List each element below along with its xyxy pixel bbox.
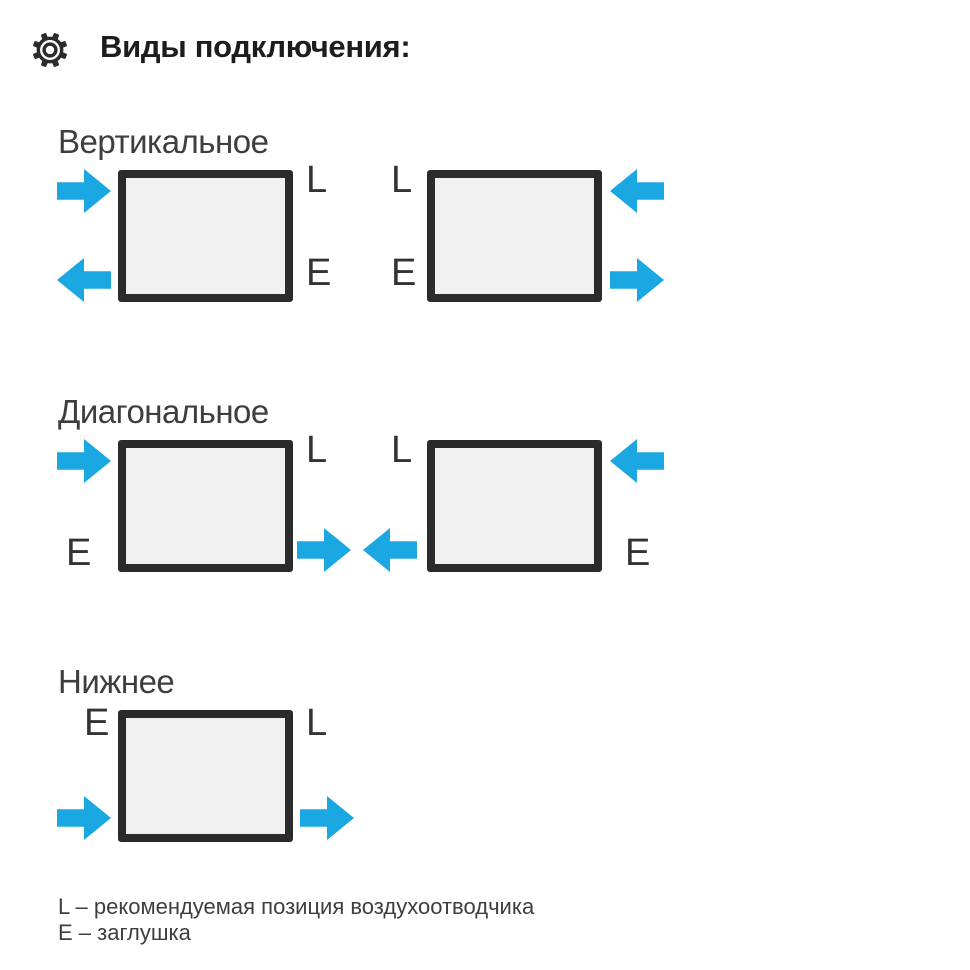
flow-out-arrow-left-icon xyxy=(57,258,111,302)
radiator-body xyxy=(118,440,293,572)
flow-out-arrow-right-icon xyxy=(610,258,664,302)
plug-label: E xyxy=(84,702,110,744)
vent-label: L xyxy=(306,159,328,201)
radiator-body xyxy=(427,170,602,302)
section-title: Вертикальное xyxy=(58,123,269,160)
flow-out-arrow-right-icon xyxy=(297,528,351,572)
vent-label: L xyxy=(306,429,328,471)
plug-label: E xyxy=(391,252,417,294)
radiator-body xyxy=(427,440,602,572)
flow-out-arrow-left-icon xyxy=(363,528,417,572)
section-title: Диагональное xyxy=(58,393,269,430)
legend-line-vent: L – рекомендуемая позиция воздухоотводчика xyxy=(58,894,535,919)
legend-line-plug: E – заглушка xyxy=(58,920,191,945)
vent-label: L xyxy=(391,159,413,201)
flow-in-arrow-right-icon xyxy=(57,796,111,840)
flow-out-arrow-right-icon xyxy=(300,796,354,840)
radiator-body xyxy=(118,170,293,302)
plug-label: E xyxy=(306,252,332,294)
plug-label: E xyxy=(625,532,651,574)
flow-in-arrow-right-icon xyxy=(57,439,111,483)
page-title: Виды подключения: xyxy=(100,29,411,64)
radiator-body xyxy=(118,710,293,842)
section-title: Нижнее xyxy=(58,663,175,700)
plug-label: E xyxy=(66,532,92,574)
vent-label: L xyxy=(391,429,413,471)
flow-in-arrow-left-icon xyxy=(610,439,664,483)
flow-in-arrow-right-icon xyxy=(57,169,111,213)
gear-icon xyxy=(31,31,69,69)
flow-in-arrow-left-icon xyxy=(610,169,664,213)
vent-label: L xyxy=(306,702,328,744)
